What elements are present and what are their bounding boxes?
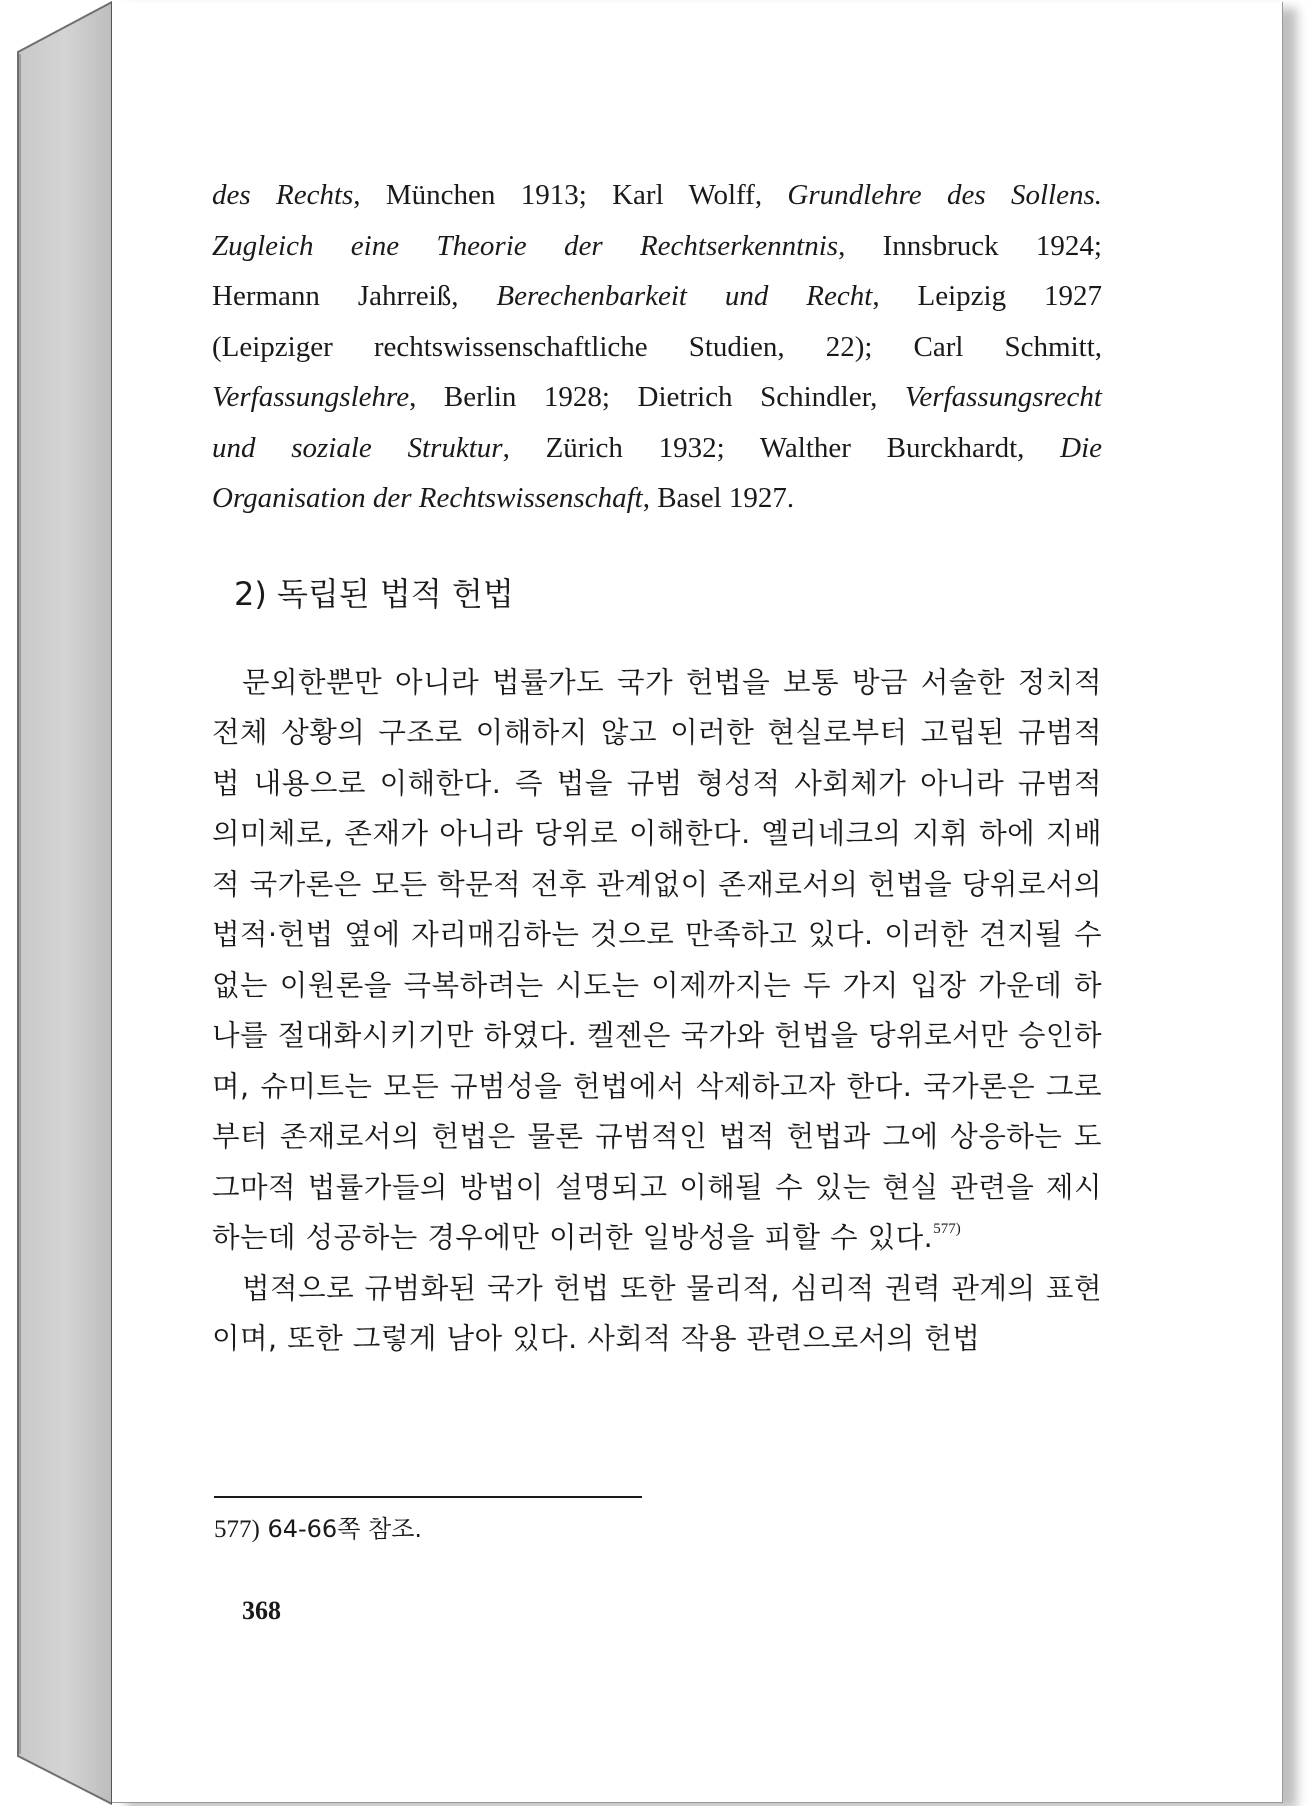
reference-line — [212, 271, 1102, 322]
section-heading: 2) 독립된 법적 헌법 — [234, 574, 514, 613]
reference-title: des Rechts — [212, 179, 354, 211]
reference-text: , Innsbruck 1924; — [838, 229, 1102, 262]
footnote-divider — [214, 1496, 642, 1498]
reference-line — [212, 423, 1102, 474]
body-text — [212, 658, 1102, 1365]
reference-title: und soziale Struktur — [212, 431, 503, 464]
reference-text: , Basel 1927. — [642, 482, 795, 514]
reference-title: Verfassungsrecht — [904, 381, 1102, 413]
footnote — [214, 1512, 422, 1547]
reference-line — [212, 322, 1102, 373]
reference-line — [212, 170, 1102, 221]
footnote-reference[interactable]: 577) — [933, 1221, 961, 1237]
reference-title: Organisation der Rechtswissenschaft — [212, 482, 643, 514]
reference-title: Berechenbarkeit und Recht — [496, 280, 873, 312]
reference-title: Verfassungslehre — [212, 381, 410, 413]
reference-text: , München 1913; Karl Wolff, — [353, 179, 788, 211]
paragraph: 법적으로 규범화된 국가 헌법 또한 물리적, 심리적 권력 관계의 표현이며, 또한 그렇게 남아 있다. 사회적 작용 관련으로서의 헌법 — [212, 1271, 1102, 1355]
footnote-number: 577) — [214, 1516, 260, 1543]
reference-title: Grundlehre des Sollens. — [787, 179, 1102, 211]
reference-text: (Leipziger rechtswissenschaftliche Studien, 22); Carl Schmitt, — [212, 330, 1102, 363]
page-number: 368 — [242, 1596, 281, 1625]
paragraph: 문외한뿐만 아니라 법률가도 국가 헌법을 보통 방금 서술한 정치적 전체 상황의 구조로 이해하지 않고 이러한 현실로부터 고립된 규범적 법 내용으로 이해한다. 즉 법을 규범 형성적 사회체가 아니라 규범적 의미체로, 존재가 아니라 당위로 이해한다. 옐리네크의 지휘 하에 지배적 국가론은 모든 학문적 전후 관계없이 존재로서의 헌법을 당위로서의 법적·헌법 옆에 자리매김하는 것으로 만족하고 있다. 이러한 견지될 수 없는 이원론을 극복하려는 시도는 이제까지는 두 가지 입장 가운데 하나를 절대화시키기만 하였다. 켈젠은 국가와 헌법을 당위로서만 승인하며, 슈미트는 모든 규범성을 헌법에서 삭제하고자 한다. 국가론은 그로부터 존재로서의 헌법은 물론 규범적인 법적 헌법과 그에 상응하는 도그마적 법률가들의 방법이 설명되고 이해될 수 있는 현실 관련을 제시하는데 성공하는 경우에만 이러한 일방성을 피할 수 있다.$^{577)}$ — [212, 665, 1102, 1254]
book-spine — [0, 0, 112, 1806]
reference-text: , Leipzig 1927 — [872, 280, 1102, 312]
reference-line — [212, 221, 1102, 272]
reference-title: Zugleich eine Theorie der Rechtserkenntnis — [212, 229, 839, 262]
reference-text: , Berlin 1928; Dietrich Schindler, — [409, 381, 905, 413]
reference-text: , Zürich 1932; Walther Burckhardt, — [502, 431, 1061, 464]
reference-text: Hermann Jahrreiß, — [212, 280, 497, 312]
footnote-text: 64-66쪽 참조. — [259, 1515, 423, 1543]
reference-list — [212, 170, 1102, 524]
reference-line — [212, 473, 1102, 524]
reference-title: Die — [1060, 431, 1102, 464]
page-content — [212, 170, 1102, 1365]
reference-line — [212, 372, 1102, 423]
